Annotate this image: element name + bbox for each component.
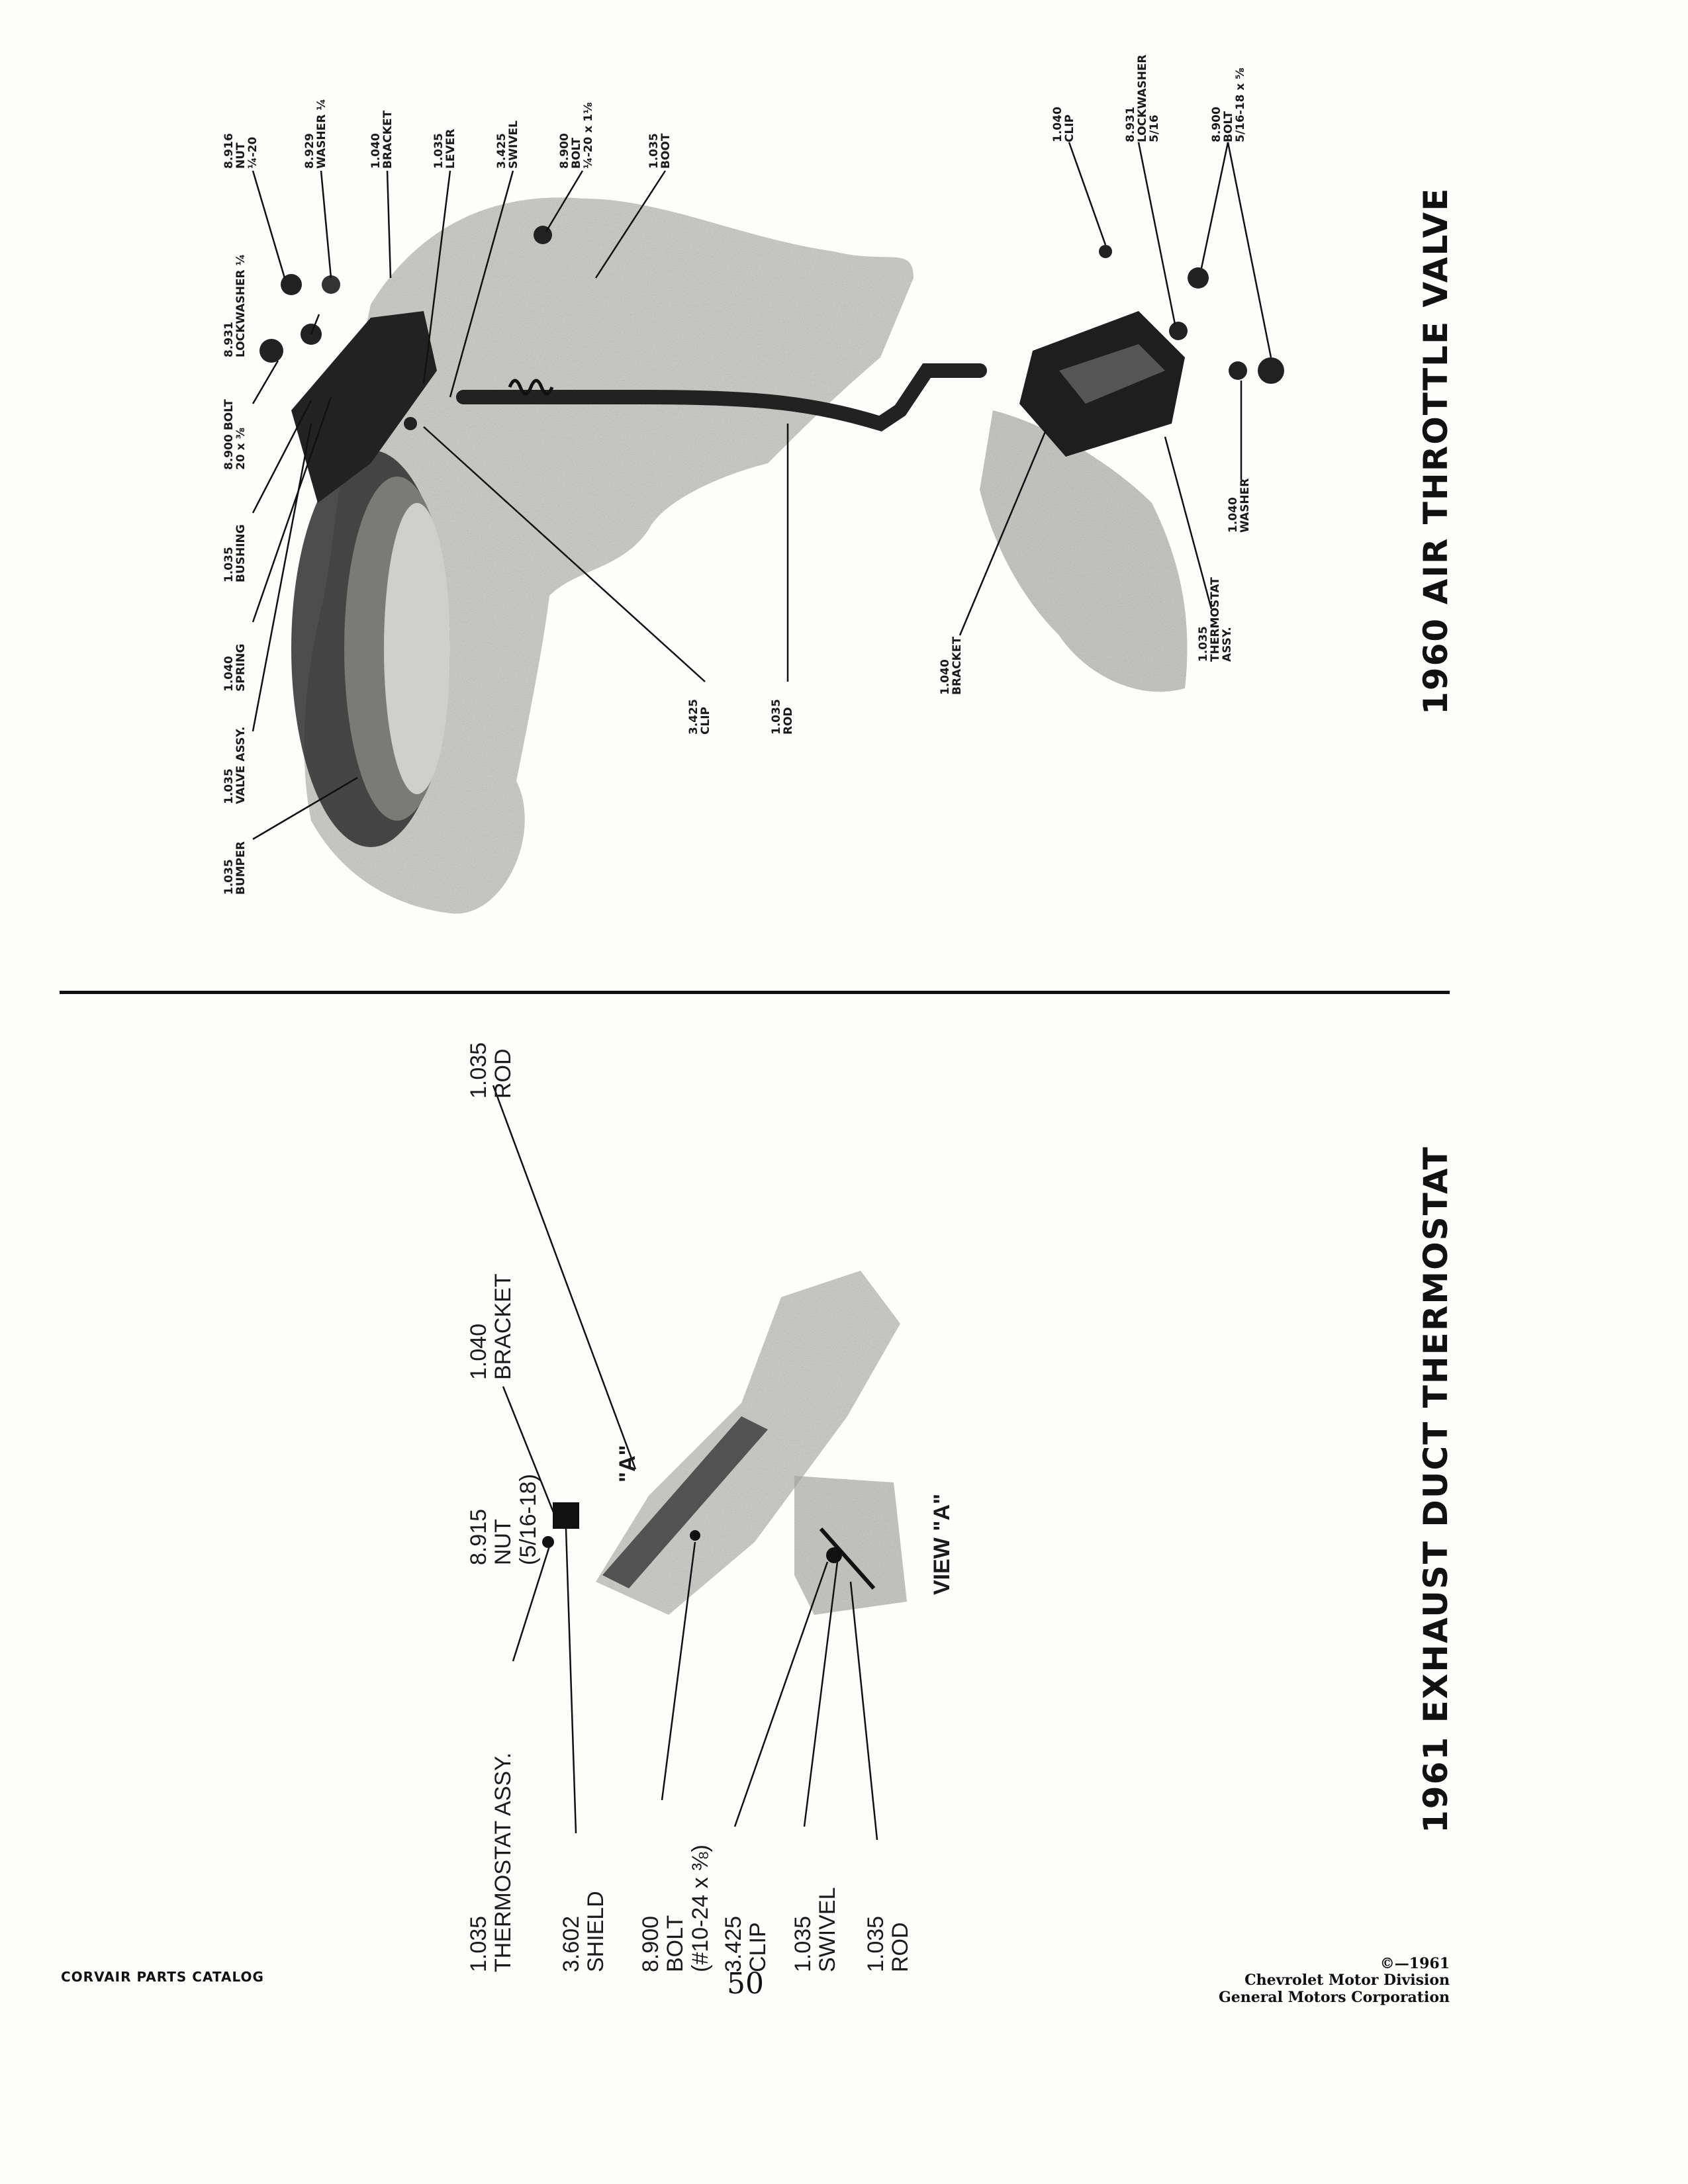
callout-part-size: 5/16 — [1147, 114, 1161, 142]
page-number: 50 — [727, 1967, 764, 2001]
callout-part-name: BOLT — [569, 137, 583, 169]
copyright-year: ©—1961 — [1380, 1955, 1450, 1972]
callout-part-number: 1.035 — [222, 768, 236, 804]
callout-part-number: 1.035 — [466, 1042, 491, 1099]
callout-part-number: 1.040 — [369, 133, 383, 169]
callout-part-name: BUMPER — [234, 841, 248, 895]
callout-lockwasher-5-16 — [1125, 54, 1161, 142]
callout-part-number: 3.602 — [559, 1915, 584, 1972]
callout-part-number: 1.035 — [1197, 626, 1210, 662]
callout-part-number: 1.035 — [863, 1915, 888, 1972]
callout-part-name: CLIP — [745, 1922, 771, 1972]
corporation-name: General Motors Corporation — [1218, 1988, 1450, 2006]
title-1960-air-throttle-valve: 1960 AIR THROTTLE VALVE — [1417, 187, 1455, 715]
callout-part-number: 1.040 — [1051, 107, 1064, 142]
view-a-label: VIEW "A" — [929, 1493, 955, 1595]
callout-part-number: 8.900 — [638, 1915, 663, 1972]
callout-part-number: 8.900 — [558, 133, 571, 169]
callout-part-name: THERMOSTAT — [1208, 577, 1222, 662]
callout-part-number: 8.900 BOLT — [222, 399, 236, 470]
callout-part-number: 3.425 — [687, 699, 700, 735]
callout-part-name: BUSHING — [234, 524, 248, 582]
callout-part-suffix: ASSY. — [1220, 627, 1234, 662]
title-1961-exhaust-duct-thermostat: 1961 EXHAUST DUCT THERMOSTAT — [1417, 1146, 1455, 1833]
callout-part-name: BOLT — [663, 1915, 688, 1972]
callout-clip-1040 — [1053, 107, 1076, 142]
callout-part-name: WASHER — [1238, 478, 1252, 533]
callout-part-size: ¼-20 — [246, 136, 259, 169]
callout-part-name: CLIP — [698, 706, 712, 735]
callout-part-size: ¼-20 x 1⅛ — [581, 102, 595, 169]
callout-part-name: THERMOSTAT ASSY. — [491, 1752, 516, 1972]
callout-part-number: 8.915 — [466, 1508, 491, 1565]
callout-bracket-top — [371, 111, 395, 169]
callout-washer-quarter — [305, 99, 328, 169]
callout-part-number: 1.035 — [222, 547, 236, 582]
callout-shield — [559, 1891, 609, 1972]
callout-part-name: BOOT — [659, 133, 673, 169]
callout-spring — [224, 644, 248, 692]
callout-clip-3425 — [688, 699, 712, 735]
callout-part-number: 1.035 — [790, 1915, 816, 1972]
callout-part-number: 1.040 — [466, 1323, 491, 1380]
callout-part-name: ROD — [491, 1048, 516, 1099]
shroud-illustration — [259, 198, 1284, 914]
callout-part-name: SPRING — [234, 643, 248, 692]
copyright-block — [1219, 1956, 1450, 2006]
callout-part-number: 8.931 — [1124, 107, 1137, 142]
callout-bracket-bottom — [467, 1273, 516, 1380]
callout-part-number: 1.040 — [1227, 497, 1240, 533]
callout-bushing — [224, 524, 248, 582]
callout-rod-bottom — [864, 1916, 914, 1972]
callout-part-number: 8.929 — [303, 133, 316, 169]
callout-part-name: BRACKET — [950, 636, 964, 695]
callout-lockwasher-quarter — [224, 254, 248, 357]
callout-lever — [434, 129, 457, 169]
callout-part-number: 1.035 — [432, 133, 445, 169]
callout-part-name: ROD — [888, 1922, 914, 1972]
callout-part-number: 1.040 — [222, 656, 236, 692]
callout-part-number: 8.931 — [222, 322, 236, 357]
callout-swivel-bottom — [791, 1888, 841, 1972]
callout-part-name: ROD — [781, 707, 795, 735]
callout-part-name: WASHER ¼ — [314, 99, 328, 169]
division-name: Chevrolet Motor Division — [1244, 1972, 1450, 1989]
callout-bolt-20 — [224, 399, 248, 470]
callout-part-size: (5/16-18) — [515, 1474, 541, 1565]
callout-swivel-top — [496, 120, 520, 169]
callout-part-number: 1.035 — [222, 859, 236, 895]
callout-bolt-bottom — [639, 1844, 713, 1972]
callout-part-name: NUT — [491, 1519, 516, 1565]
callout-washer-1040 — [1228, 478, 1252, 533]
callout-part-name: BRACKET — [491, 1273, 516, 1380]
callout-part-name: BOLT — [1221, 111, 1235, 142]
callout-part-number: 8.916 — [222, 133, 236, 169]
callout-clip-bottom — [722, 1916, 771, 1972]
callout-bracket-lower — [940, 637, 964, 695]
callout-rod-bottom-top — [467, 1042, 516, 1099]
callout-part-size: 20 x ⅜ — [234, 427, 248, 470]
callout-thermostat-assy-bottom — [467, 1752, 516, 1972]
callout-part-name: SWIVEL — [815, 1887, 841, 1972]
callout-part-size: (#10-24 x ⅜) — [687, 1844, 713, 1972]
callout-part-number: 1.035 — [770, 699, 783, 735]
callout-part-number: 1.035 — [647, 133, 661, 169]
callout-part-name: BRACKET — [381, 110, 395, 169]
callout-part-size: 5/16-18 x ⅝ — [1233, 68, 1247, 142]
callout-part-name: SHIELD — [583, 1891, 609, 1972]
callout-part-name: NUT — [234, 142, 248, 169]
callout-part-number: 8.900 — [1210, 107, 1223, 142]
callout-part-name: CLIP — [1062, 114, 1076, 142]
callout-boot — [649, 133, 673, 169]
callout-valve-assy — [224, 727, 248, 804]
callout-part-name: LEVER — [444, 128, 457, 169]
callout-nut-bottom — [467, 1474, 541, 1565]
callout-part-name: SWIVEL — [506, 120, 520, 169]
callout-part-number: 3.425 — [495, 133, 508, 169]
callout-bolt-5-16 — [1211, 68, 1247, 142]
callout-part-name: VALVE ASSY. — [234, 726, 248, 804]
callout-thermostat-assy-top — [1198, 577, 1234, 662]
callout-bumper — [224, 841, 248, 895]
callout-part-number: 1.040 — [939, 659, 952, 695]
callout-rod-top — [771, 699, 795, 735]
callout-part-number: 3.425 — [721, 1915, 746, 1972]
callout-nut — [224, 133, 259, 169]
callout-part-name: LOCKWASHER ¼ — [234, 253, 248, 357]
callout-bolt-1-1-8 — [559, 102, 595, 169]
callout-part-number: 1.035 — [466, 1915, 491, 1972]
detail-marker-a: "A" — [615, 1445, 640, 1482]
duct-illustration — [542, 1271, 907, 1615]
catalog-name: CORVAIR PARTS CATALOG — [61, 1969, 264, 1985]
callout-part-name: LOCKWASHER — [1135, 54, 1149, 142]
section-divider — [60, 991, 1450, 994]
